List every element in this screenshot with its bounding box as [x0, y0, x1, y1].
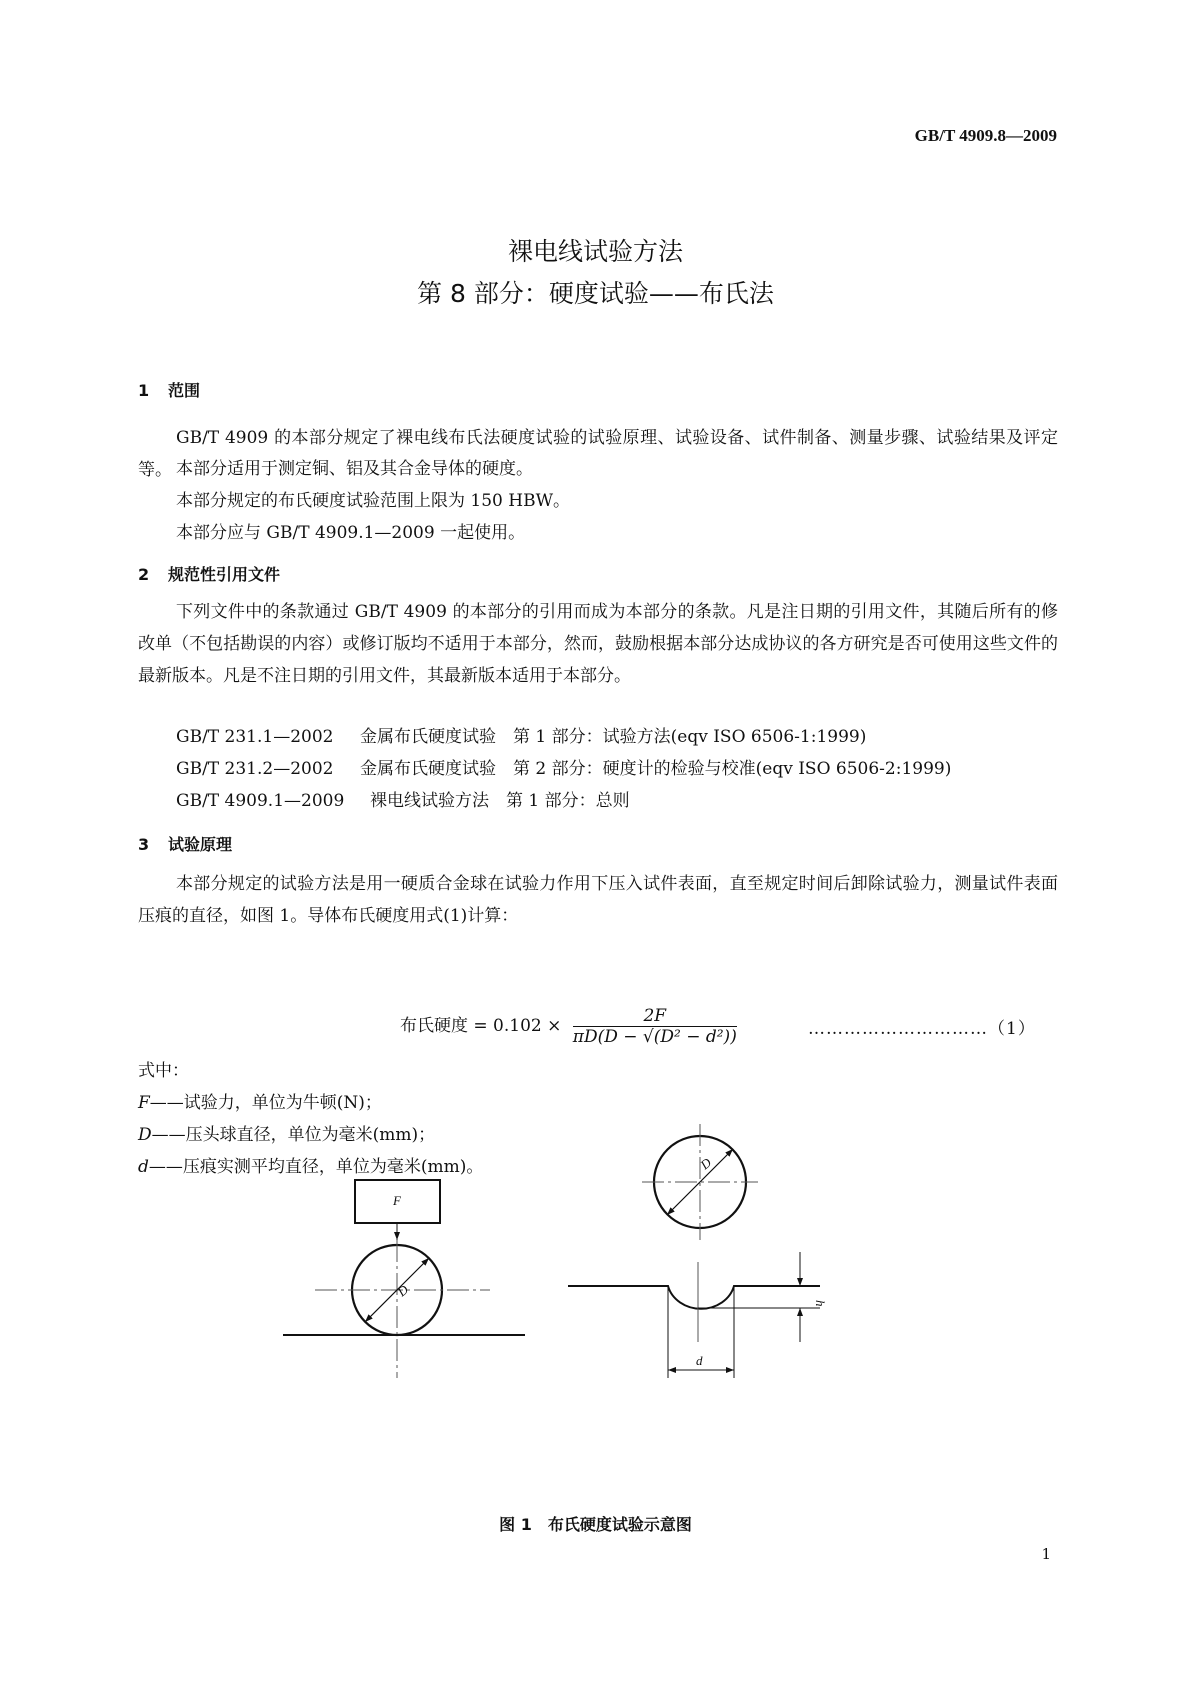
section-title: 规范性引用文件 — [168, 565, 281, 584]
paragraph: GB/T 4909 的本部分规定了裸电线布氏法硬度试验的试验原理、试验设备、试件制备、测量步骤、试验结果及评定等。 — [138, 428, 1058, 480]
formula-denominator: πD(D − √(D² − d²)) — [572, 1027, 737, 1047]
formula-lhs: 布氏硬度 = 0.102 × — [400, 1016, 562, 1036]
variable-symbol: F — [138, 1093, 150, 1113]
paragraph: 本部分适用于测定铜、铝及其合金导体的硬度。 — [176, 459, 533, 479]
reference-title: 金属布氏硬度试验 第 2 部分：硬度计的检验与校准(eqv ISO 6506-2:1999) — [360, 759, 952, 779]
label-F: F — [393, 1193, 401, 1208]
reference-title: 金属布氏硬度试验 第 1 部分：试验方法(eqv ISO 6506-1:1999) — [360, 727, 867, 747]
reference-code: GB/T 231.2—2002 — [176, 759, 334, 779]
label-D-top: D — [697, 1154, 715, 1173]
label-D: D — [394, 1281, 412, 1300]
formula-numerator: 2F — [573, 1006, 737, 1027]
paragraph: 下列文件中的条款通过 GB/T 4909 的本部分的引用而成为本部分的条款。凡是注日期的引用文件，其随后所有的修改单（不包括勘误的内容）或修订版均不适用于本部分，然而，鼓励根据本部分达成协议的各方研究是否可使用这些文件的最新版本。凡是不注日期的引用文件，其最新版本适用于本部分。 — [138, 602, 1058, 686]
standard-number: GB/T 4909.8—2009 — [914, 126, 1057, 145]
page-number: 1 — [1041, 1545, 1051, 1563]
variable-symbol: d — [138, 1157, 149, 1177]
variable-desc: ——压痕实测平均直径，单位为毫米(mm)。 — [148, 1157, 484, 1177]
indentation-profile — [568, 1286, 820, 1309]
paragraph: 本部分规定的试验方法是用一硬质合金球在试验力作用下压入试件表面，直至规定时间后卸除试验力，测量试件表面压痕的直径，如图 1。导体布氏硬度用式(1)计算： — [138, 874, 1058, 926]
section-number: 2 — [138, 565, 150, 584]
equation-number: …………………………（1） — [808, 1019, 1036, 1039]
label-h: h — [813, 1300, 828, 1307]
section-number: 3 — [138, 835, 150, 854]
paragraph: 本部分规定的布氏硬度试验范围上限为 150 HBW。 — [176, 491, 571, 511]
variable-desc: ——压头球直径，单位为毫米(mm)； — [151, 1125, 436, 1145]
variable-desc: ——试验力，单位为牛顿(N)； — [149, 1093, 382, 1113]
variable-symbol: D — [138, 1125, 152, 1145]
figure-caption: 图 1 布氏硬度试验示意图 — [499, 1515, 692, 1534]
title-line-1: 裸电线试验方法 — [507, 237, 683, 266]
reference-code: GB/T 231.1—2002 — [176, 727, 334, 747]
label-d: d — [696, 1353, 703, 1368]
section-number: 1 — [138, 381, 150, 400]
title-line-2: 第 8 部分：硬度试验——布氏法 — [417, 279, 774, 308]
paragraph: 本部分应与 GB/T 4909.1—2009 一起使用。 — [176, 523, 526, 543]
section-title: 范围 — [168, 381, 201, 400]
reference-code: GB/T 4909.1—2009 — [176, 791, 345, 811]
reference-title: 裸电线试验方法 第 1 部分：总则 — [370, 791, 630, 811]
section-title: 试验原理 — [168, 835, 233, 854]
where-label: 式中： — [138, 1061, 189, 1081]
